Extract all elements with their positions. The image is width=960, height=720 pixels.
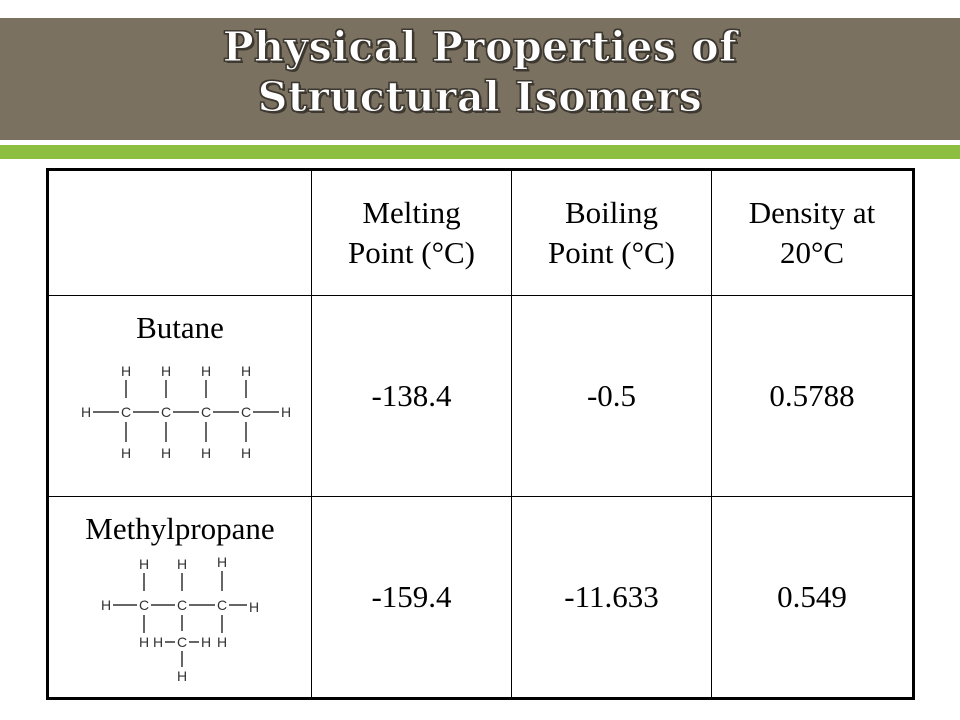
atom-h: H (217, 555, 228, 570)
header-boiling-line2: Point (°C) (548, 235, 675, 270)
atom-h: H (241, 363, 252, 379)
atom-h: H (121, 363, 132, 379)
boiling-point-butane: -0.5 (512, 296, 712, 497)
atom-h: H (201, 363, 212, 379)
atom-c: C (217, 597, 228, 613)
atom-h: H (177, 556, 188, 572)
atom-c: C (121, 404, 132, 420)
properties-table (46, 168, 915, 700)
atom-h: H (281, 404, 291, 420)
density-butane: 0.5788 (712, 296, 914, 497)
compound-cell-methylpropane (48, 497, 312, 699)
atom-c: C (139, 597, 150, 613)
header-melting-point (312, 170, 512, 296)
atom-h: H (81, 404, 92, 420)
atom-h: H (217, 634, 228, 650)
atom-h: H (139, 556, 150, 572)
compound-name: Butane (136, 310, 224, 345)
atom-c: C (177, 634, 188, 650)
melting-point-butane: -138.4 (312, 296, 512, 497)
table-row-methylpropane (48, 497, 914, 699)
accent-stripe (0, 145, 960, 159)
boiling-point-methylpropane: -11.633 (512, 497, 712, 699)
header-empty-cell (48, 170, 312, 296)
header-density (712, 170, 914, 296)
density-methylpropane: 0.549 (712, 497, 914, 699)
atom-h: H (249, 599, 260, 615)
title-line-2: Structural Isomers (257, 73, 703, 121)
atom-c: C (161, 404, 172, 420)
atom-c: C (177, 597, 188, 613)
title-line-1: Physical Properties of (222, 23, 738, 71)
atom-h: H (177, 668, 188, 684)
atom-h: H (101, 597, 112, 613)
header-boiling-line1: Boiling (564, 195, 658, 230)
header-boiling-point (512, 170, 712, 296)
header-density-line1: Density at (748, 195, 876, 230)
atom-c: C (241, 404, 252, 420)
atom-h: H (139, 634, 150, 650)
atom-h: H (161, 445, 172, 461)
atom-h: H (241, 445, 252, 461)
atom-h: H (201, 445, 212, 461)
atom-h: H (153, 634, 164, 650)
compound-name: Methylpropane (85, 511, 275, 546)
header-melting-line2: Point (°C) (348, 235, 475, 270)
atom-c: C (201, 404, 212, 420)
atom-h: H (201, 634, 212, 650)
atom-h: H (161, 363, 172, 379)
methylpropane-structure-diagram (79, 555, 299, 685)
compound-cell-butane (48, 296, 312, 497)
table-header-row (48, 170, 914, 296)
atom-h: H (121, 445, 132, 461)
table-row-butane (48, 296, 914, 497)
melting-point-methylpropane: -159.4 (312, 497, 512, 699)
header-melting-line1: Melting (362, 195, 461, 230)
header-density-line2: 20°C (779, 235, 845, 270)
butane-structure-diagram (71, 362, 291, 472)
slide-title (0, 22, 960, 122)
